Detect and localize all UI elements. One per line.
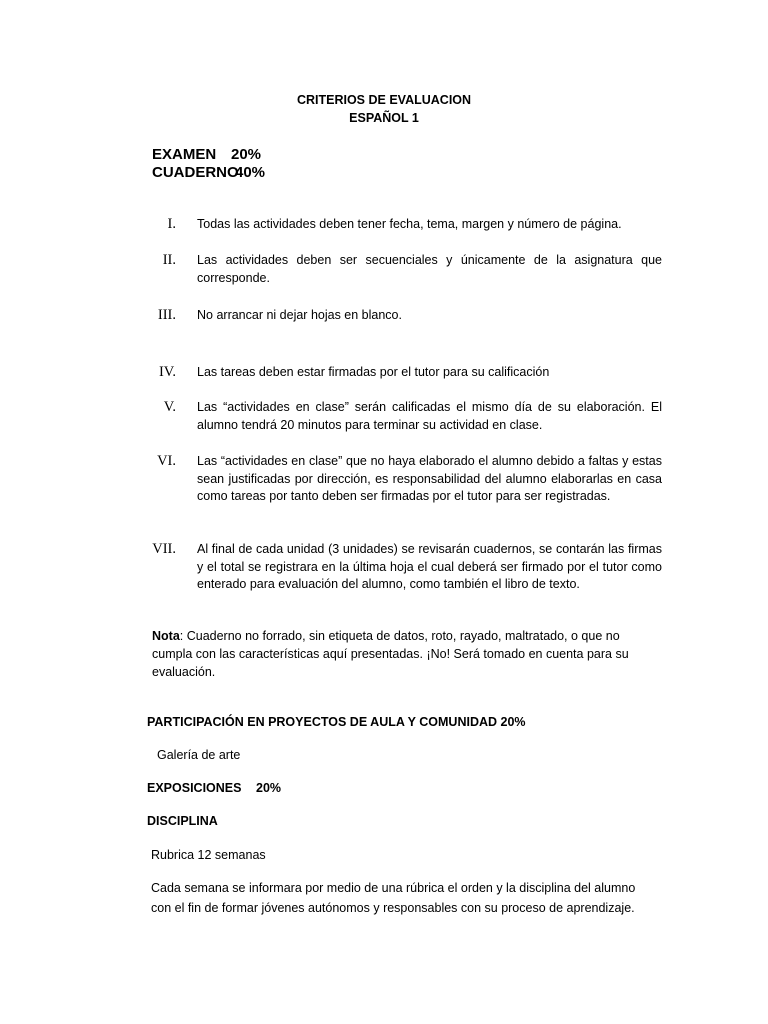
criterion-text: Las actividades deben ser secuenciales y únicamente de la asignatura que corresponde. xyxy=(197,253,662,285)
criterion-text: Todas las actividades deben tener fecha, tema, margen y número de página. xyxy=(197,217,622,231)
criterion-text: Al final de cada unidad (3 unidades) se revisarán cuadernos, se contarán las firmas y el total se registrara en la última hoja el cual deberá ser firmado por el tutor como enterado para evaluación del alumno, como también el libro de texto. xyxy=(197,542,662,591)
expositions-row xyxy=(147,779,281,797)
criterion-3 xyxy=(146,307,662,325)
document-title: CRITERIOS DE EVALUACION xyxy=(296,93,472,107)
note-text: : Cuaderno no forrado, sin etiqueta de datos, roto, rayado, maltratado, o que no cumpla con las características aquí presentadas. ¡No! Será tomado en cuenta para su evaluación. xyxy=(152,629,629,679)
document-subtitle: ESPAÑOL 1 xyxy=(349,111,419,125)
criterion-text: Las tareas deben estar firmadas por el tutor para su calificación xyxy=(197,365,550,379)
criterion-numeral: I. xyxy=(167,216,176,232)
criterion-numeral: V. xyxy=(163,399,176,415)
grade-notebook-percent: 40% xyxy=(235,164,266,181)
participation-item: Galería de arte xyxy=(157,748,241,762)
criterion-1 xyxy=(146,216,662,234)
criterion-5 xyxy=(146,399,662,434)
discipline-heading: DISCIPLINA xyxy=(147,814,218,828)
criterion-numeral: II. xyxy=(162,252,176,268)
criterion-numeral: IV. xyxy=(158,364,176,380)
grade-exam-percent: 20% xyxy=(231,146,262,163)
note-paragraph xyxy=(152,627,640,681)
criterion-2 xyxy=(146,252,662,287)
criterion-numeral: VII. xyxy=(152,541,176,557)
grade-exam xyxy=(152,146,261,163)
discipline-description: Cada semana se informara por medio de una rúbrica el orden y la disciplina del alumno con el fin de formar jóvenes autónomos y responsables con su proceso de aprendizaje. xyxy=(151,881,636,915)
grade-notebook xyxy=(152,164,265,181)
criterion-6 xyxy=(146,453,662,506)
criterion-7 xyxy=(146,541,662,594)
criterion-numeral: III. xyxy=(157,307,176,323)
grade-exam-label: EXAMEN xyxy=(152,146,217,163)
criterion-numeral: VI. xyxy=(157,453,176,469)
criterion-text: No arrancar ni dejar hojas en blanco. xyxy=(197,308,402,322)
criterion-text: Las “actividades en clase” que no haya elaborado el alumno debido a faltas y estas sean justificadas por dirección, es responsabilidad del alumno elaborarlas en casa como tareas por tanto deben ser firmadas por el tutor para ser registradas. xyxy=(197,454,662,503)
discipline-rubric: Rubrica 12 semanas xyxy=(151,848,266,862)
note-label: Nota xyxy=(152,629,180,643)
participation-heading: PARTICIPACIÓN EN PROYECTOS DE AULA Y COMUNIDAD 20% xyxy=(147,715,526,729)
expositions-label: EXPOSICIONES xyxy=(147,781,242,795)
criterion-4 xyxy=(146,364,662,382)
criterion-text: Las “actividades en clase” serán calificadas el mismo día de su elaboración. El alumno tendrá 20 minutos para terminar su actividad en clase. xyxy=(197,400,662,432)
expositions-percent: 20% xyxy=(256,781,282,795)
grade-notebook-label: CUADERNO xyxy=(152,164,239,181)
